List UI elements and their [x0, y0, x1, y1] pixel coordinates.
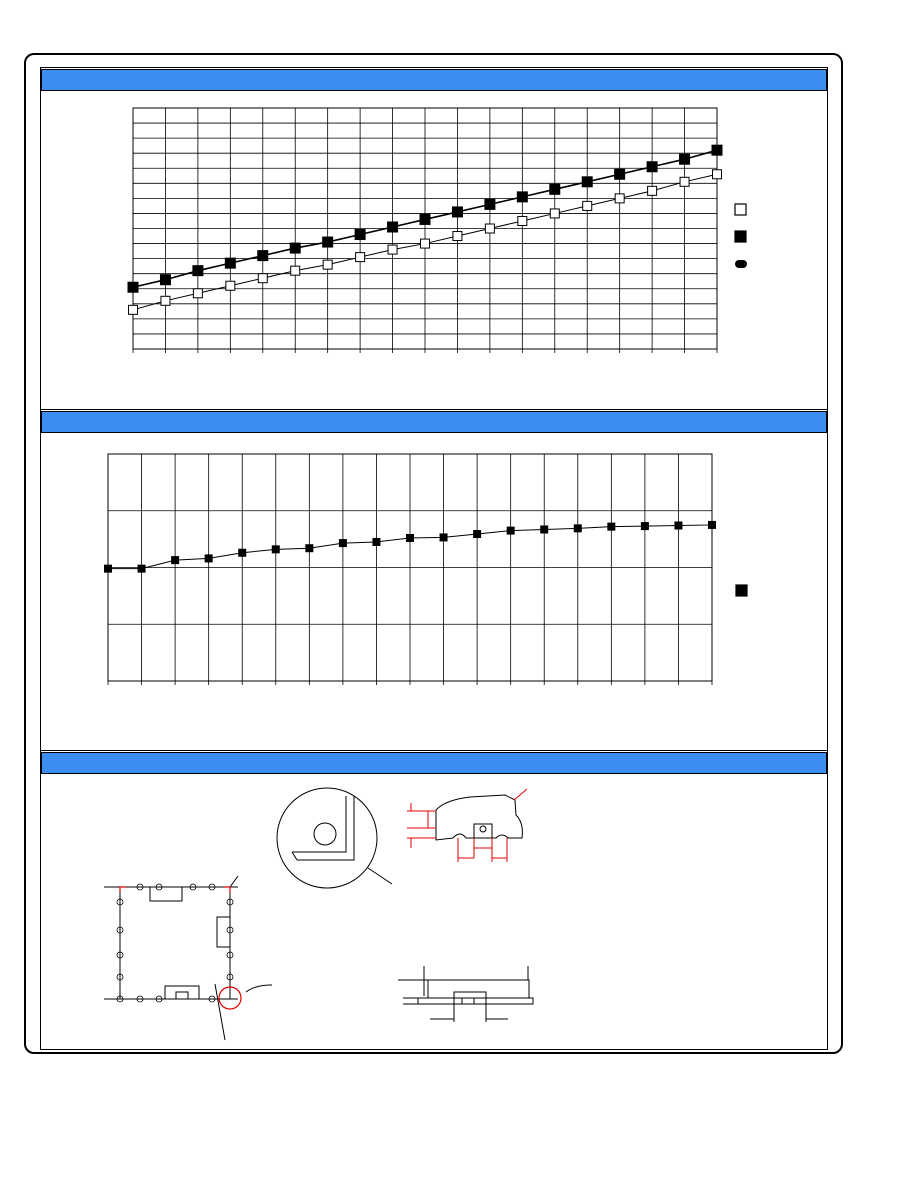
plan-view [104, 876, 272, 1040]
plan-corner-marks [120, 887, 241, 1009]
section-view [436, 795, 522, 840]
bolt-holes [117, 884, 233, 1002]
section-dims [407, 789, 527, 862]
detail-circle-view [277, 788, 392, 888]
elevation-view [398, 966, 533, 1022]
